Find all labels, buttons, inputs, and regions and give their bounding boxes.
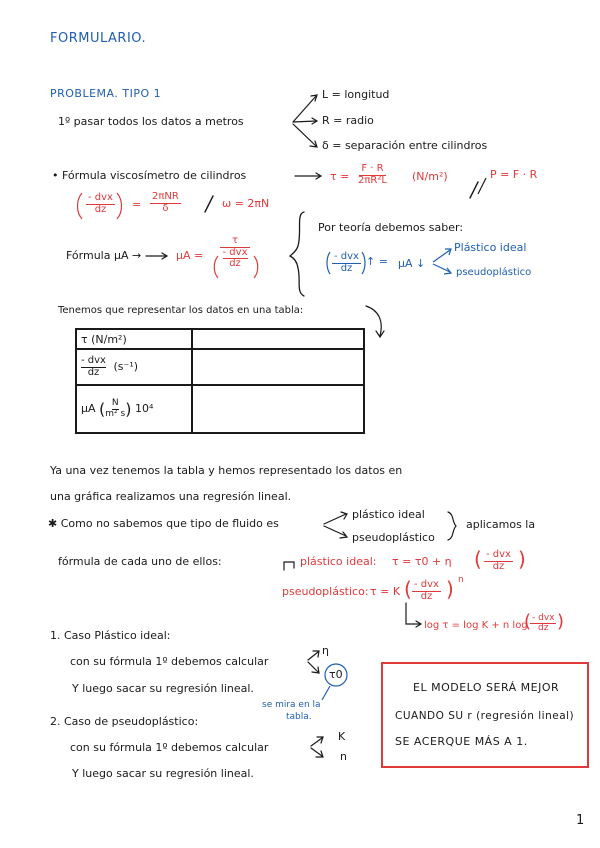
pseudo-paren-close: ): [446, 577, 454, 601]
plastic-paren-open: (: [474, 547, 482, 571]
plastic-denominator: dz: [492, 560, 505, 572]
plastic-numerator: - dvx: [486, 549, 511, 560]
apply-text: aplicamos la: [466, 518, 536, 531]
theory-up-arrow: ↑ =: [366, 255, 388, 268]
pseudo-paren-open: (: [404, 577, 412, 601]
tau-fraction: [356, 164, 389, 186]
shear-rate-units: (s⁻¹): [113, 360, 139, 373]
pseudo-fraction: [412, 580, 441, 602]
conclusion-line1: EL MODELO SERÁ MEJOR: [413, 681, 560, 694]
gradient-rhs-numerator: 2πNR: [152, 191, 179, 202]
viscosity-symbol: μA: [81, 402, 96, 415]
case1-line2: Y luego sacar su regresión lineal.: [72, 682, 254, 695]
paragraph-line2: una gráfica realizamos una regresión lineal.: [50, 490, 292, 503]
mu-numerator: τ: [220, 236, 250, 248]
option-pseudo: pseudoplástico: [352, 531, 435, 544]
pseudo-equation: τ = K: [370, 585, 401, 598]
conclusion-line2: CUANDO SU r (regresión lineal): [395, 710, 575, 722]
table-row: [76, 329, 364, 349]
page-title: FORMULARIO.: [50, 31, 147, 46]
page-number: 1: [576, 813, 585, 828]
pseudo-label: pseudoplástico:: [282, 585, 369, 598]
mu-den-numerator: - dvx: [222, 246, 248, 258]
case1-eta: η: [322, 644, 329, 657]
plastic-label: plástico ideal:: [300, 555, 377, 568]
case2-k: K: [338, 730, 346, 743]
branch-length: L = longitud: [322, 88, 390, 101]
case2-title: 2. Caso de pseudoplástico:: [50, 715, 199, 728]
theory-gradient-denominator: dz: [340, 262, 353, 274]
viscosity-unit-denominator: m² s: [105, 408, 126, 419]
note-line2: tabla.: [286, 712, 312, 722]
tau-units: (N/m²): [412, 170, 448, 183]
omega-formula: ω = 2πN: [222, 197, 270, 210]
case1-line1: con su fórmula 1º debemos calcular: [70, 655, 269, 668]
gradient-numerator: - dvx: [88, 192, 113, 203]
mu-fraction: [220, 236, 250, 270]
gradient-fraction: [86, 193, 115, 215]
table-intro: Tenemos que representar los datos en una tabla:: [58, 305, 304, 316]
plastic-fraction: [484, 550, 513, 572]
viscometer-label: • Fórmula viscosímetro de cilindros: [52, 169, 247, 182]
plastic-equation: τ = τ0 + η: [392, 555, 452, 568]
conclusion-box: [381, 662, 589, 768]
theory-gradient-fraction: [332, 252, 361, 274]
log-denominator: dz: [538, 623, 549, 634]
tau-lhs: τ =: [330, 170, 350, 183]
viscosity-unit-numerator: N: [111, 398, 119, 409]
note-line1: se mira en la: [262, 700, 321, 710]
step1-text: 1º pasar todos los datos a metros: [58, 115, 244, 128]
theory-gradient-numerator: - dvx: [334, 251, 359, 262]
shear-rate-denominator: dz: [87, 366, 100, 378]
table-cell-empty: [192, 349, 364, 385]
branch-gap: δ = separación entre cilindros: [322, 139, 488, 152]
gradient-rhs-denominator: δ: [162, 202, 169, 214]
theory-mu-down: μA ↓: [398, 257, 426, 270]
mu-den-denominator: dz: [229, 258, 241, 269]
theory-pseudo: pseudoplástico: [456, 267, 532, 278]
problem-heading: PROBLEMA. TIPO 1: [50, 87, 162, 100]
conclusion-line3: SE ACERQUE MÁS A 1.: [395, 735, 528, 748]
gradient-equals: =: [132, 198, 142, 211]
power-formula: P = F · R: [490, 168, 538, 181]
paragraph-line4: fórmula de cada uno de ellos:: [58, 555, 222, 568]
paragraph-line1: Ya una vez tenemos la tabla y hemos representado los datos en: [50, 464, 403, 477]
row-shear-rate: [76, 349, 192, 385]
shear-rate-numerator: - dvx: [81, 355, 106, 366]
row-shear-stress: τ (N/m²): [76, 329, 192, 349]
gradient-rhs-fraction: [150, 192, 181, 214]
log-numerator: - dvx: [532, 613, 555, 623]
mu-lhs: μA =: [176, 249, 204, 262]
pseudo-exponent: n: [458, 575, 464, 585]
table-cell-empty: [192, 329, 364, 349]
table-cell-empty: [192, 385, 364, 433]
pseudo-denominator: dz: [420, 590, 433, 602]
table-row: [76, 349, 364, 385]
case2-line1: con su fórmula 1º debemos calcular: [70, 741, 269, 754]
log-fraction: [530, 614, 556, 634]
log-equation: log τ = log K + n log: [424, 620, 528, 631]
viscosity-exponent: 10⁴: [134, 402, 154, 415]
case2-line2: Y luego sacar su regresión lineal.: [72, 767, 254, 780]
mu-label: Fórmula μA →: [66, 249, 142, 262]
case1-title: 1. Caso Plástico ideal:: [50, 629, 171, 642]
option-plastic: plástico ideal: [352, 508, 425, 521]
branch-radius: R = radio: [322, 114, 374, 127]
log-paren-close: ): [557, 611, 565, 632]
tau-numerator: F · R: [361, 163, 384, 174]
log-paren-open: (: [524, 611, 532, 632]
paragraph-line3: ✱ Como no sabemos que tipo de fluido es: [48, 517, 279, 530]
tau-denominator: 2πR²L: [358, 174, 387, 186]
table-row: [76, 385, 364, 433]
theory-plastic: Plástico ideal: [454, 241, 527, 254]
plastic-paren-close: ): [518, 547, 526, 571]
row-viscosity: μA ( $\frac{N}{\text{m² s}}$ ) 10⁴: [76, 385, 192, 433]
case2-n: n: [340, 750, 347, 763]
gradient-denominator: dz: [94, 203, 107, 215]
pseudo-numerator: - dvx: [414, 579, 439, 590]
case1-tau0: τ0: [329, 668, 343, 681]
data-table: [75, 328, 365, 434]
theory-intro: Por teoría debemos saber:: [318, 221, 464, 234]
